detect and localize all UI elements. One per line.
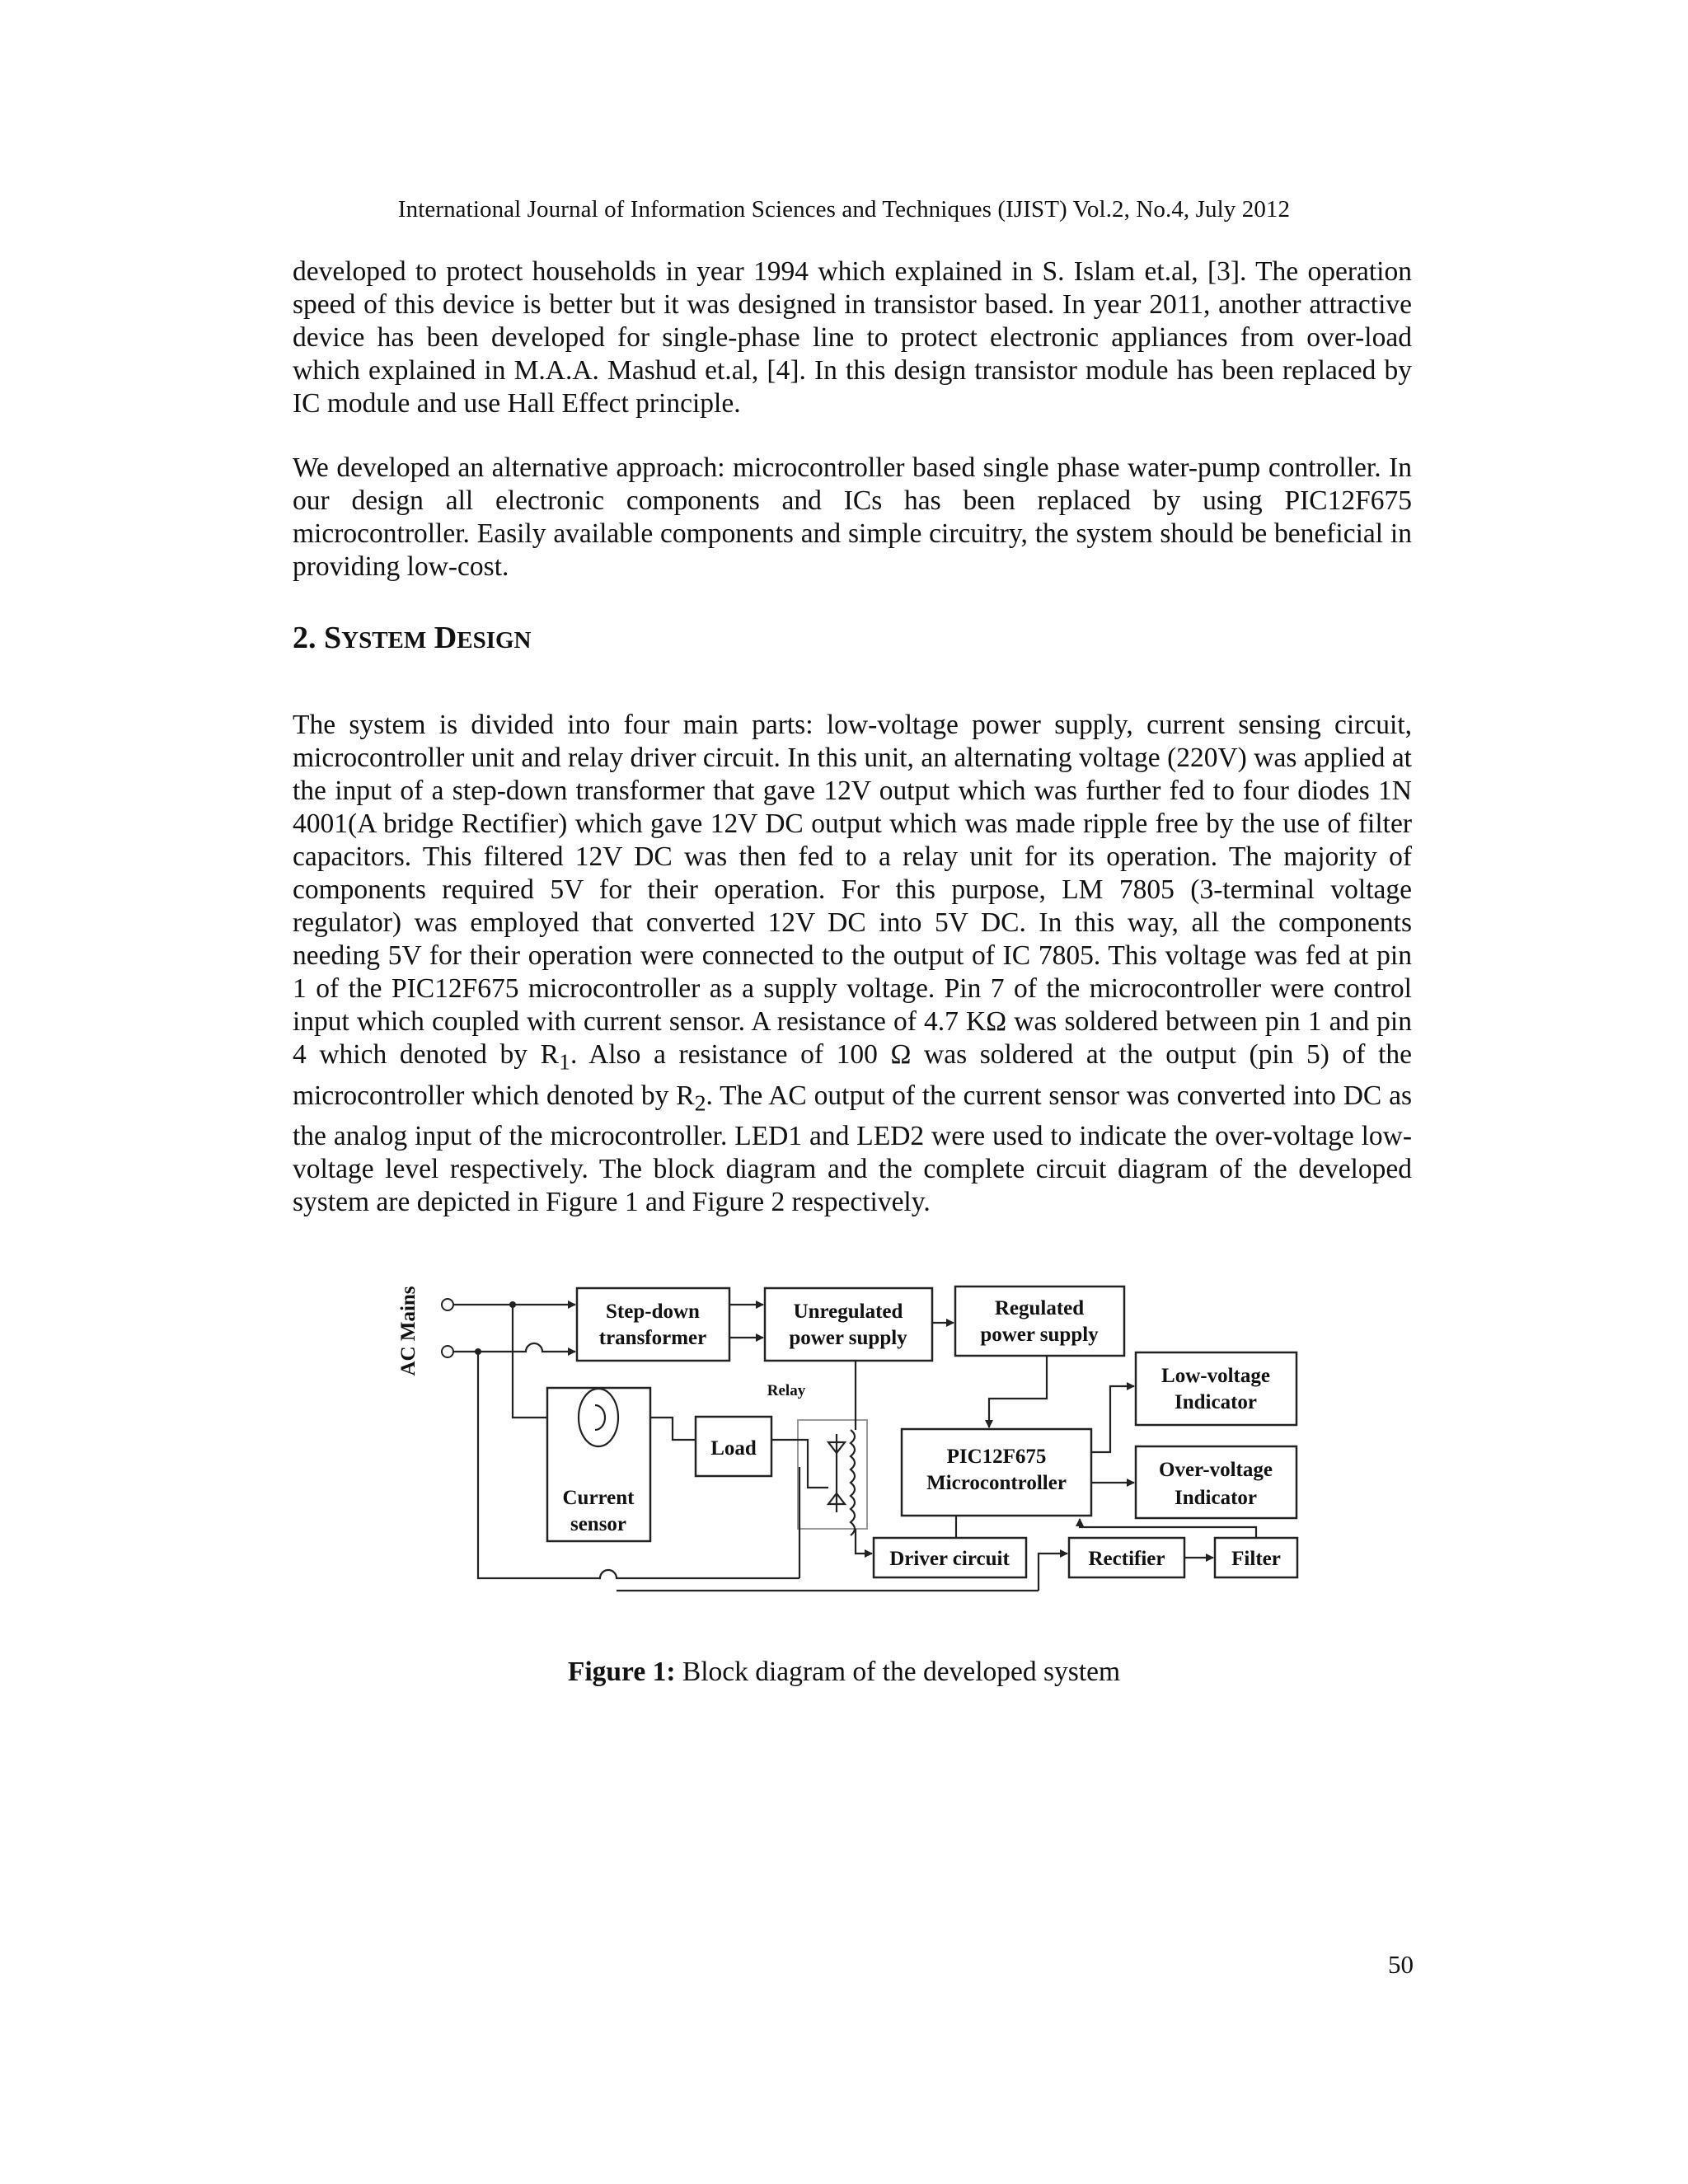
unregulated-supply-box — [765, 1288, 932, 1361]
regulated-label-1: Regulated — [994, 1297, 1085, 1319]
wire-relay-driver — [856, 1529, 872, 1554]
block-diagram-figure — [379, 1265, 1327, 1619]
p3-part3: . The AC output of the current sensor was converted into DC as the analog input of the microcontroller. LED1 and LED2 were used to indicate the over-voltage low-voltage level respectively. The block diagram and the complete circuit diagram of the developed system are depicted in Figure 1 and Figure 2 respectively. — [293, 1080, 1412, 1218]
section-title-esign: ESIGN — [457, 627, 532, 654]
load-label: Load — [710, 1437, 757, 1460]
over-voltage-label-2: Indicator — [1175, 1487, 1257, 1509]
low-voltage-label-2: Indicator — [1175, 1391, 1257, 1413]
wire-reg-to-pic — [989, 1356, 1047, 1427]
section-title-ystem: YSTEM — [341, 627, 427, 654]
mains-wire-bottom — [453, 1343, 575, 1352]
p3-part1: The system is divided into four main parts: low-voltage power supply, current sensing circuit, microcontroller unit and relay driver circuit. In this unit, an alternating voltage (220V) was applied at the input of a step-down transformer that gave 12V output which was further fed to four diodes 1N 4001(A bridge Rectifier) which gave 12V DC output which was made ripple free by the use of filter capacitors. This filtered 12V DC was then fed to a relay unit for its operation. The majority of components required 5V for their operation. For this purpose, LM 7805 (3-terminal voltage regulator) was employed that converted 12V DC into 5V DC. In this way, all the components needing 5V for their operation were connected to the output of IC 7805. This voltage was fed at pin 1 of the PIC12F675 microcontroller as a supply voltage. Pin 7 of the microcontroller were control input which coupled with current sensor. A resistance of 4.7 KΩ was soldered between pin 1 and pin 4 which denoted by R — [293, 710, 1412, 1070]
caption-text: Block diagram of the developed system — [675, 1657, 1121, 1687]
current-sensor-label-2: sensor — [570, 1513, 627, 1535]
low-voltage-indicator-box — [1136, 1352, 1296, 1425]
section-title-s: S — [324, 621, 342, 655]
pic-label-2: Microcontroller — [926, 1472, 1067, 1494]
unregulated-label-2: power supply — [789, 1327, 907, 1349]
running-header: International Journal of Information Sciences and Techniques (IJIST) Vol.2, No.4, July 2012 — [397, 196, 1291, 223]
filter-label: Filter — [1231, 1548, 1281, 1570]
unregulated-label-1: Unregulated — [793, 1301, 903, 1323]
wire-sensor-load — [650, 1418, 696, 1440]
step-down-transformer-box — [577, 1288, 729, 1361]
section-heading — [293, 620, 532, 656]
r1-subscript: 1 — [558, 1049, 570, 1076]
relay-contacts — [828, 1434, 845, 1512]
rectifier-label: Rectifier — [1088, 1548, 1165, 1570]
figure-caption — [0, 1657, 1688, 1688]
current-sensor-coil — [579, 1389, 618, 1446]
wire-to-rectifier — [1039, 1554, 1067, 1591]
r2-subscript: 2 — [694, 1090, 706, 1117]
page-number: 50 — [1388, 1950, 1414, 1979]
over-voltage-label-1: Over-voltage — [1159, 1459, 1273, 1481]
paragraph-1: developed to protect households in year 1994 which explained in S. Islam et.al, [3]. The operation speed of this device is better but it was designed in transistor based. In year 2011, another attractive device has been developed for single-phase line to protect electronic appliances from over-load which explained in M.A.A. Mashud et.al, [4]. In this design transistor module has been replaced by IC module and use Hall Effect principle. — [293, 256, 1412, 419]
driver-circuit-label: Driver circuit — [889, 1548, 1010, 1570]
pic-label-1: PIC12F675 — [946, 1446, 1047, 1468]
arrow-pic-low — [1091, 1386, 1134, 1452]
p3-part2: . Also a resistance of 100 Ω was soldered at the output (pin 5) of the microcontroller which denoted by R — [293, 1039, 1412, 1111]
paragraph-2: We developed an alternative approach: microcontroller based single phase water-pump controller. In our design all electronic components and ICs has been replaced by using PIC12F675 microcontroller. Easily available components and simple circuitry, the system should be beneficial in providing low-cost. — [293, 452, 1412, 582]
section-title-d: D — [434, 621, 457, 655]
ac-mains-label: AC Mains — [397, 1286, 420, 1376]
paragraph-3 — [293, 709, 1412, 1219]
low-voltage-label-1: Low-voltage — [1161, 1365, 1270, 1387]
step-down-label-1: Step-down — [606, 1301, 700, 1323]
relay-label: Relay — [767, 1382, 806, 1399]
wire-filter-feedback — [1080, 1519, 1256, 1538]
current-sensor-label-1: Current — [562, 1487, 635, 1509]
step-down-label-2: transformer — [598, 1327, 707, 1349]
section-number: 2. — [293, 621, 316, 655]
caption-label: Figure 1: — [567, 1657, 676, 1687]
mains-terminal-2 — [442, 1346, 453, 1357]
regulated-label-2: power supply — [980, 1324, 1099, 1346]
mains-terminal-1 — [442, 1299, 453, 1310]
relay-coil — [851, 1430, 855, 1535]
